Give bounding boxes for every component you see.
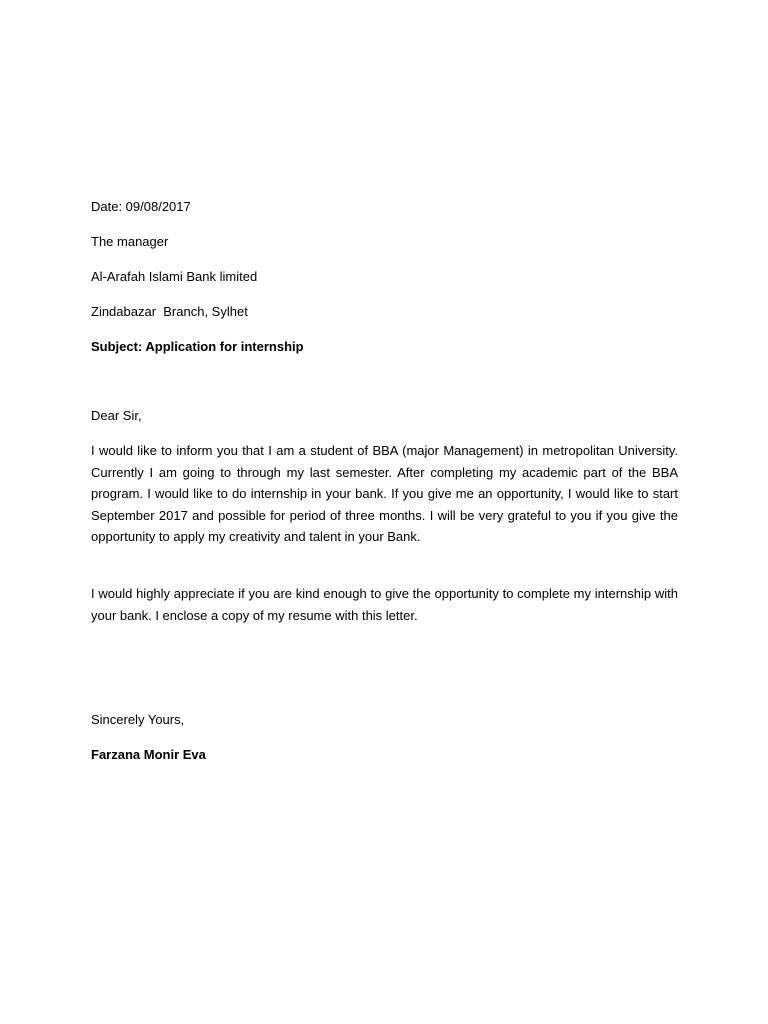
body-paragraph-2: I would highly appreciate if you are kind enough to give the opportunity to complete my internship with your bank. I enclose a copy of my resume with this letter. xyxy=(91,586,678,623)
signature-name: Farzana Monir Eva xyxy=(91,747,206,762)
body-paragraph-1: I would like to inform you that I am a student of BBA (major Management) in metropolitan University. Currently I am going to through my last semester. After completing my academic part of the BBA program. I would like to do internship in your bank. If you give me an opportunity, I would like to start September 2017 and possible for period of three months. I will be very grateful to you if you give the opportunity to apply my creativity and talent in your Bank. xyxy=(91,443,678,545)
closing: Sincerely Yours, xyxy=(91,712,185,727)
salutation: Dear Sir, xyxy=(91,408,142,423)
recipient-branch: Zindabazar Branch, Sylhet xyxy=(91,304,248,319)
recipient-bank: Al-Arafah Islami Bank limited xyxy=(91,269,258,284)
letter-subject: Subject: Application for internship xyxy=(91,339,304,354)
letter-date: Date: 09/08/2017 xyxy=(91,199,191,214)
recipient-title: The manager xyxy=(91,234,169,249)
